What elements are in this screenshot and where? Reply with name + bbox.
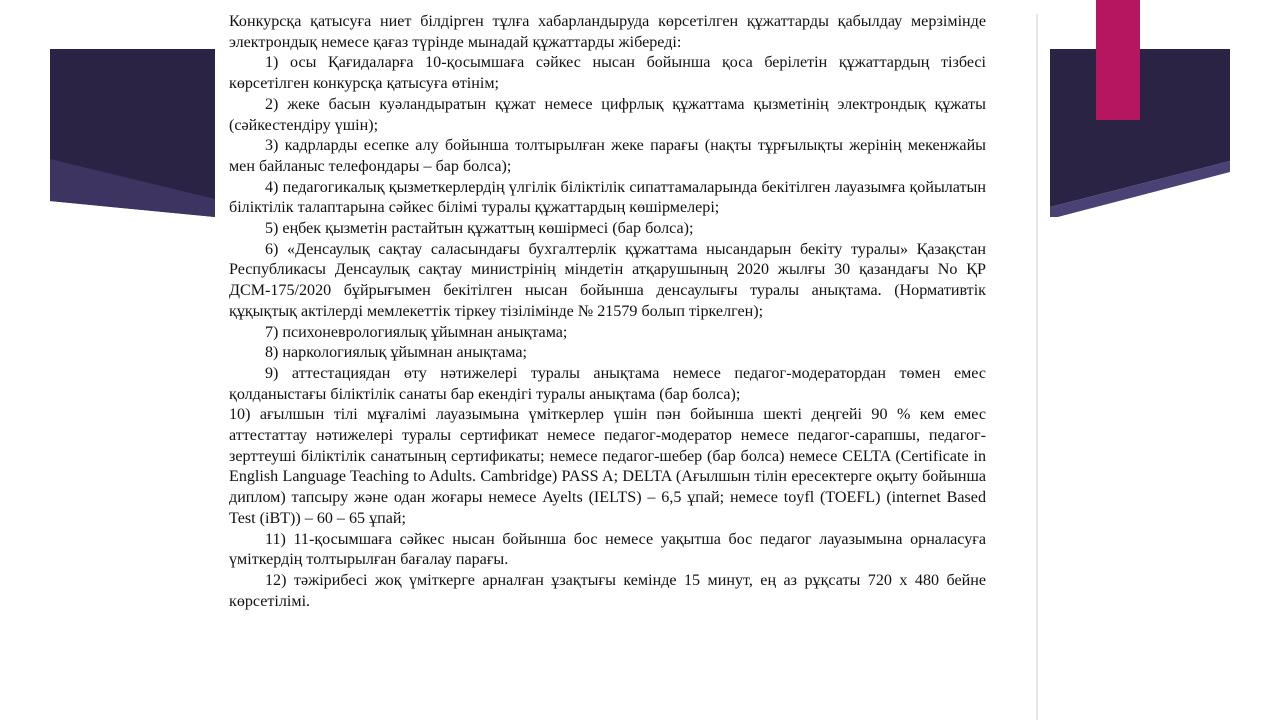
page-edge-divider — [1036, 14, 1038, 720]
list-item-3: 3) кадрларды есепке алу бойынша толтырылған жеке парағы (нақты тұрғылықты жерінің мекенжайы мен байланыс телефондары – бар болса); — [229, 137, 986, 175]
decorative-band-left — [50, 49, 215, 217]
list-item-2: 2) жеке басын куәландыратын құжат немесе цифрлық құжаттама қызметінің электрондық құжаты (сәйкестендіру үшін); — [229, 95, 986, 134]
list-item-6: 6) «Денсаулық сақтау саласындағы бухгалтерлік құжаттама нысандарын бекіту туралы» Қазақстан Республикасы Денсаулық сақтау министрінің міндетін атқарушының 2020 жылғы 30 қазандағы No ҚР ДСМ-175/2020 бұйрығымен бекітілген нысан бойынша денсаулығы туралы анықтама. (Нормативтік құқықтық актілерді мемлекеттік тіркеу тізілімінде № 21579 болып тіркелген); — [229, 240, 986, 320]
decorative-band-right — [1050, 49, 1230, 217]
document-page — [229, 12, 986, 612]
list-item-4: 4) педагогикалық қызметкерлердің үлгілік біліктілік сипаттамаларында бекітілген лауазымға қойылатын біліктілік талаптарына сәйкес білімі туралы құжаттардың көшірмелері; — [229, 178, 986, 217]
list-item-5: 5) еңбек қызметін растайтын құжаттың көшірмесі (бар болса); — [265, 220, 694, 238]
list-item-7: 7) психоневрологиялық ұйымнан анықтама; — [265, 323, 568, 341]
list-item-12: 12) тәжірибесі жоқ үміткерге арналған ұзақтығы кемінде 15 минут, ең аз рұқсаты 720 x 480 бейне көрсетілімі. — [229, 571, 986, 610]
list-item-9: 9) аттестациядан өту нәтижелері туралы анықтама немесе педагог-модератордан төмен емес қолданыстағы біліктілік санаты бар екендігі туралы анықтама (бар болса); — [229, 364, 986, 403]
list-item-11: 11) 11-қосымшаға сәйкес нысан бойынша бос немесе уақытша бос педагог лауазымына орналасуға үміткердің толтырылған бағалау парағы. — [229, 530, 986, 569]
accent-bar — [1096, 0, 1140, 120]
list-item-8: 8) наркологиялық ұйымнан анықтама; — [265, 344, 527, 362]
list-item-10: 10) ағылшын тілі мұғалімі лауазымына үміткерлер үшін пән бойынша шекті деңгейі 90 % кем емес аттестаттау нәтижелері туралы сертификат немесе педагог-модератор немесе педагог-сарапшы, педагог-зерттеуші біліктілік санатының сертификаты; немесе педагог-шебер (бар болса) немесе CELTA (Certificate in English Language Teaching to Adults. Cambridge) PASS A; DELTA (Ағылшын тілін ересектерге оқыту бойынша диплом) тапсыру және одан жоғары немесе Ayelts (IELTS) – 6,5 ұпай; немесе toyfl (TOEFL) (internet Based Test (iBT)) – 60 – 65 ұпай; — [229, 406, 986, 527]
intro-paragraph: Конкурсқа қатысуға ниет білдірген тұлға хабарландыруда көрсетілген құжаттарды қабылдау мерзімінде электрондық немесе қағаз түрінде мынадай құжаттарды жібереді: — [229, 13, 986, 51]
list-item-1: 1) осы Қағидаларға 10-қосымшаға сәйкес нысан бойынша қоса берілетін құжаттардың тізбесі көрсетілген конкурсқа қатысуға өтінім; — [229, 54, 986, 93]
